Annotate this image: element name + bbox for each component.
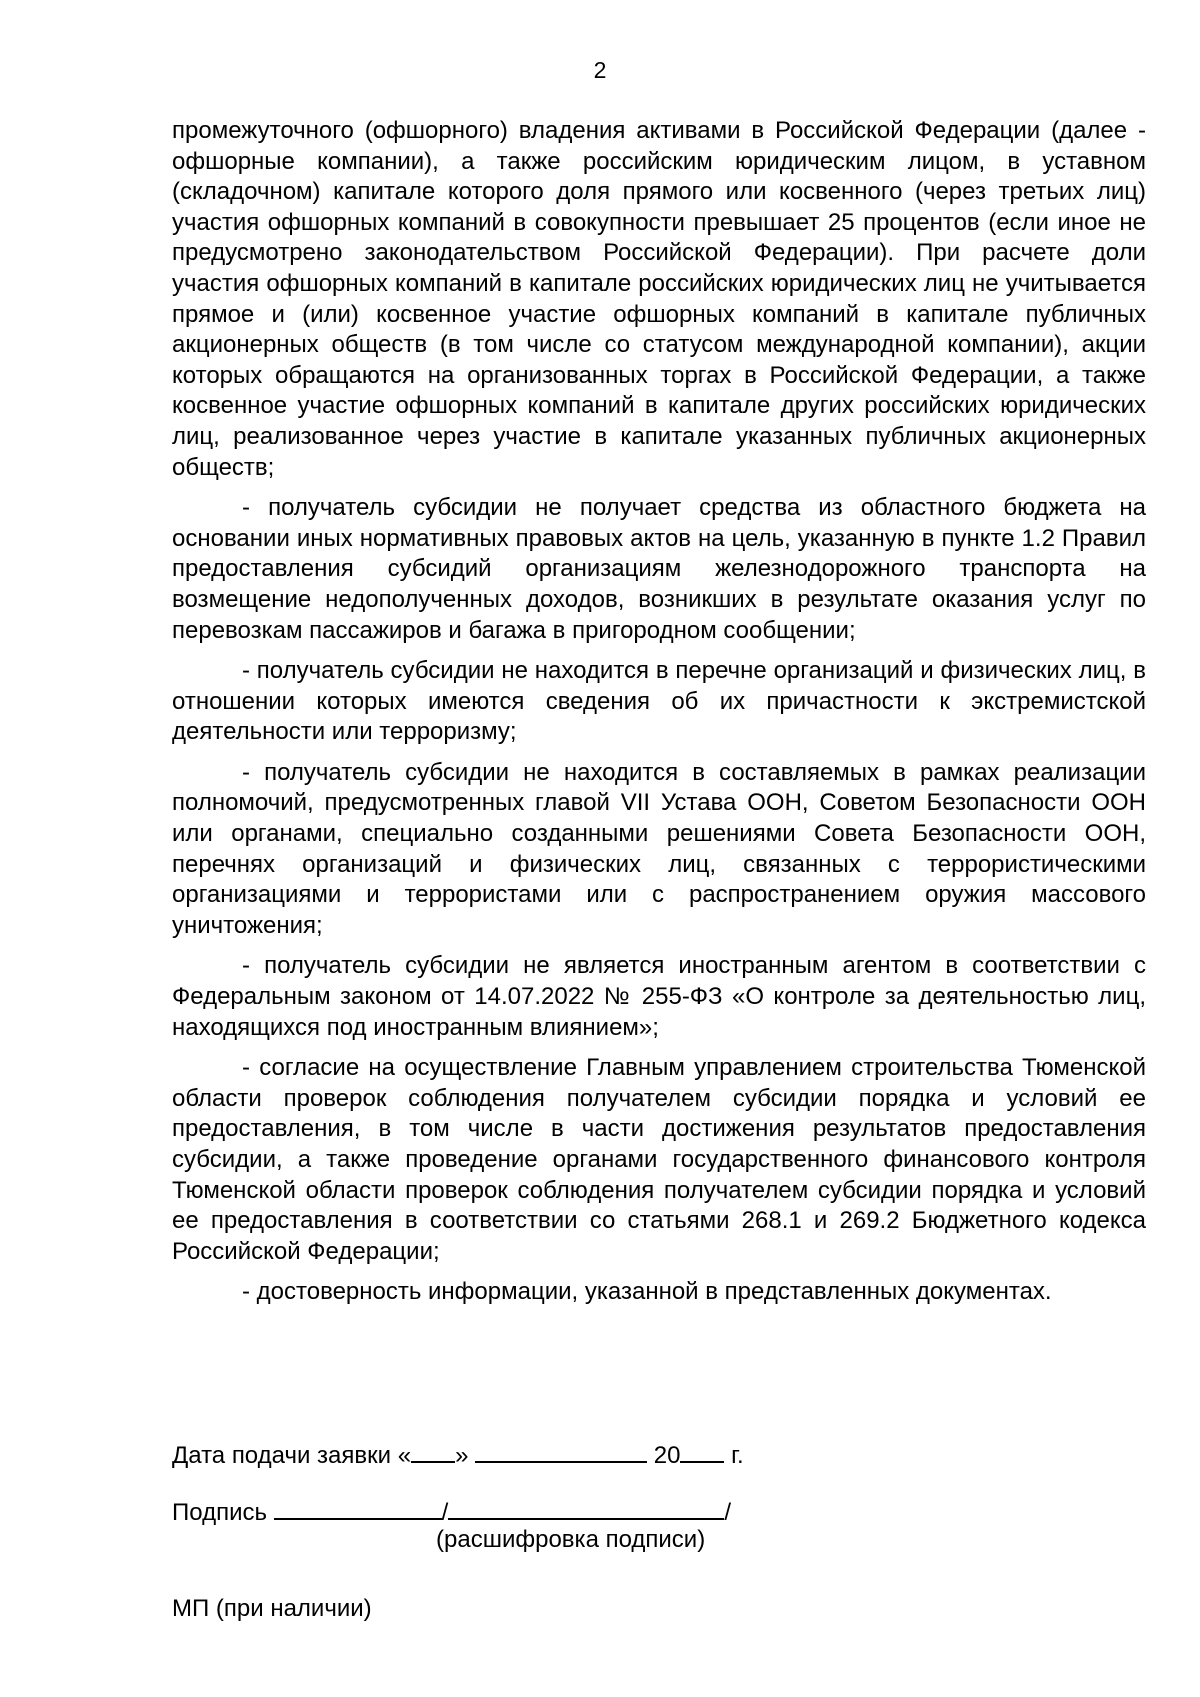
paragraph-offshore-continuation: промежуточного (офшорного) владения активами в Российской Федерации (далее - офшорные компании), а также российским юридическим лицом, в уставном (складочном) капитале которого доля прямого или косвенного (через третьих лиц) участия офшорных компаний в совокупности превышает 25 процентов (если иное не предусмотрено законодательством Российской Федерации). При расчете доли участия офшорных компаний в капитале российских юридических лиц не учитывается прямое и (или) косвенное участие офшорных компаний в капитале публичных акционерных обществ (в том числе со статусом международной компании), акции которых обращаются на организованных торгах в Российской Федерации, а также косвенное участие офшорных компаний в капитале других российских юридических лиц, реализованное через участие в капитале указанных публичных акционерных обществ; <box>172 117 1146 481</box>
year-suffix: г. <box>731 1442 744 1469</box>
year-blank[interactable] <box>680 1439 724 1463</box>
date-close-quote: » <box>455 1442 469 1469</box>
year-prefix: 20 <box>653 1442 681 1469</box>
application-date-line <box>172 1439 744 1471</box>
paragraph-not-in-un-lists: - получатель субсидии не находится в составляемых в рамках реализации полномочий, предусмотренных главой VII Устава ООН, Советом Безопасности ООН или органами, специально созданными решениями Совета Безопасности ООН, перечнях организаций и физических лиц, связанных с террористическими организациями и террористами или с распространением оружия массового уничтожения; <box>172 758 1146 939</box>
signature-label: Подпись <box>172 1499 267 1526</box>
signature-line <box>172 1496 731 1528</box>
paragraph-no-other-budget-funds: - получатель субсидии не получает средства из областного бюджета на основании иных нормативных правовых актов на цель, указанную в пункте 1.2 Правил предоставления субсидий организациям железнодорожного транспорта на возмещение недополученных доходов, возникших в результате оказания услуг по перевозкам пассажиров и багажа в пригородном сообщении; <box>172 494 1146 644</box>
stamp-label: МП (при наличии) <box>172 1595 372 1622</box>
paragraph-not-in-extremism-list: - получатель субсидии не находится в перечне организаций и физических лиц, в отношении которых имеются сведения об их причастности к экстремистской деятельности или терроризму; <box>172 657 1146 746</box>
date-label: Дата подачи заявки « <box>172 1442 412 1469</box>
document-body <box>172 116 1146 1308</box>
paragraph-information-accuracy: - достоверность информации, указанной в представленных документах. <box>242 1278 1052 1306</box>
signature-slash: / <box>441 1499 449 1526</box>
signature-decryption-blank[interactable] <box>448 1496 724 1520</box>
signature-caption: (расшифровка подписи) <box>436 1526 706 1553</box>
paragraph-not-foreign-agent: - получатель субсидии не является иностранным агентом в соответствии с Федеральным законом от 14.07.2022 № 255-ФЗ «О контроле за деятельностью лиц, находящихся под иностранным влиянием»; <box>172 952 1146 1041</box>
page-number: 2 <box>593 57 607 83</box>
day-blank[interactable] <box>411 1439 455 1463</box>
month-blank[interactable] <box>475 1439 647 1463</box>
signature-slash-end: / <box>724 1499 731 1526</box>
paragraph-consent-to-inspections: - согласие на осуществление Главным управлением строительства Тюменской области проверок соблюдения получателем субсидии порядка и условий ее предоставления, в том числе в части достижения результатов предоставления субсидии, а также проведение органами государственного финансового контроля Тюменской области проверок соблюдения получателем субсидии порядка и условий ее предоставления в соответствии со статьями 268.1 и 269.2 Бюджетного кодекса Российской Федерации; <box>172 1054 1146 1265</box>
signature-blank[interactable] <box>274 1496 442 1520</box>
